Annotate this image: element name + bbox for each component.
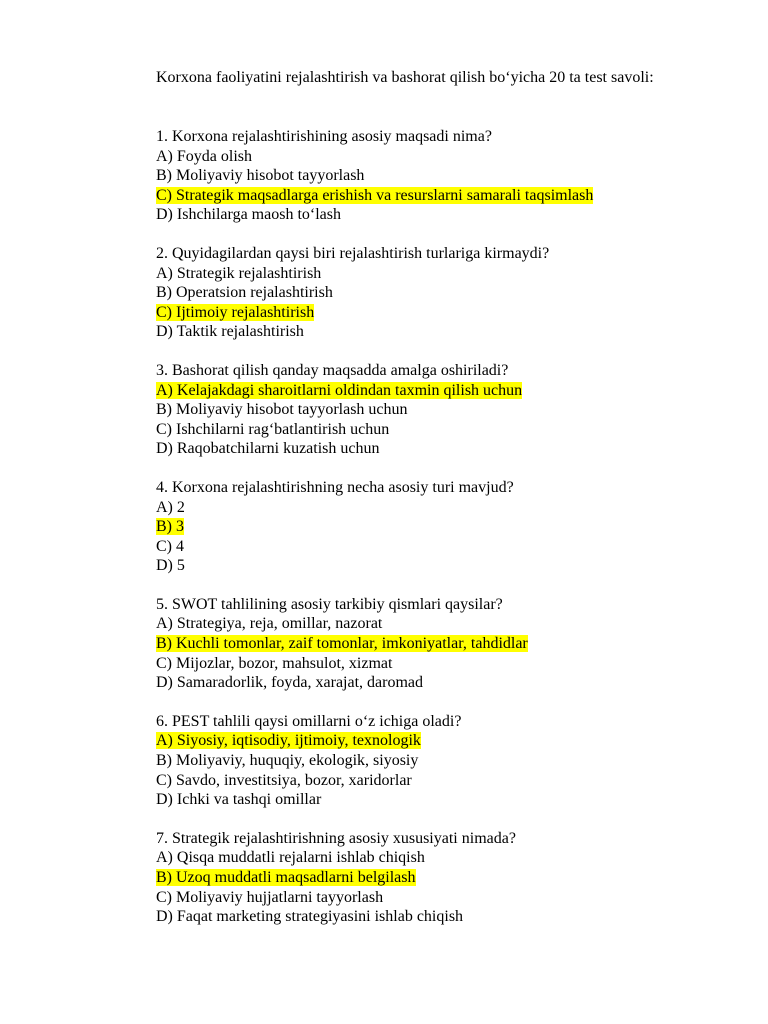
answer-option-text: D) Faqat marketing strategiyasini ishlab chiqish bbox=[156, 908, 464, 926]
answer-option-text: D) Taktik rejalashtirish bbox=[156, 323, 304, 341]
answer-option-text: B) Operatsion rejalashtirish bbox=[156, 284, 333, 302]
question-block bbox=[156, 244, 716, 342]
question-text: 6. PEST tahlili qaysi omillarni o‘z ichiga oladi? bbox=[156, 712, 462, 730]
question-block bbox=[156, 478, 716, 576]
answer-option-text: B) Moliyaviy, huquqiy, ekologik, siyosiy bbox=[156, 752, 419, 770]
answer-option-text: C) Mijozlar, bozor, mahsulot, xizmat bbox=[156, 654, 393, 672]
answer-option-text: C) Moliyaviy hujjatlarni tayyorlash bbox=[156, 888, 384, 906]
answer-option bbox=[156, 771, 716, 791]
answer-option bbox=[156, 264, 716, 284]
question-block bbox=[156, 127, 716, 225]
answer-option-text: B) Moliyaviy hisobot tayyorlash uchun bbox=[156, 401, 408, 419]
answer-option-text: B) Moliyaviy hisobot tayyorlash bbox=[156, 167, 365, 185]
question-block bbox=[156, 712, 716, 810]
answer-option-text: D) Raqobatchilarni kuzatish uchun bbox=[156, 440, 380, 458]
answer-option bbox=[156, 868, 716, 888]
answer-option bbox=[156, 283, 716, 303]
answer-option bbox=[156, 400, 716, 420]
answer-option bbox=[156, 498, 716, 518]
answer-option-text: A) Strategik rejalashtirish bbox=[156, 264, 322, 282]
answer-option bbox=[156, 439, 716, 459]
answer-option bbox=[156, 790, 716, 810]
answer-option bbox=[156, 673, 716, 693]
answer-option-text: C) 4 bbox=[156, 537, 184, 555]
answer-option-highlighted: A) Siyosiy, iqtisodiy, ijtimoiy, texnologik bbox=[156, 732, 421, 750]
answer-option bbox=[156, 517, 716, 537]
question-text: 3. Bashorat qilish qanday maqsadda amalga oshiriladi? bbox=[156, 361, 509, 379]
answer-option bbox=[156, 322, 716, 342]
answer-option bbox=[156, 147, 716, 167]
answer-option-highlighted: B) Uzoq muddatli maqsadlarni belgilash bbox=[156, 869, 416, 886]
answer-option-highlighted: B) Kuchli tomonlar, zaif tomonlar, imkoniyatlar, tahdidlar bbox=[156, 635, 528, 653]
answer-option bbox=[156, 205, 716, 225]
answer-option bbox=[156, 751, 716, 771]
answer-option-text: C) Savdo, investitsiya, bozor, xaridorlar bbox=[156, 771, 412, 789]
answer-option-highlighted: A) Kelajakdagi sharoitlarni oldindan taxmin qilish uchun bbox=[156, 381, 523, 399]
question-text: 1. Korxona rejalashtirishining asosiy maqsadi nima? bbox=[156, 128, 492, 145]
answer-option bbox=[156, 907, 716, 927]
answer-option-text: A) 2 bbox=[156, 498, 185, 516]
answer-option bbox=[156, 654, 716, 674]
answer-option-highlighted: C) Ijtimoiy rejalashtirish bbox=[156, 303, 315, 321]
answer-option bbox=[156, 381, 716, 401]
question-block bbox=[156, 595, 716, 693]
answer-option-highlighted: B) 3 bbox=[156, 518, 184, 536]
answer-option-text: D) Ichki va tashqi omillar bbox=[156, 791, 322, 809]
answer-option-text: D) Ishchilarga maosh to‘lash bbox=[156, 206, 341, 224]
answer-option-text: A) Strategiya, reja, omillar, nazorat bbox=[156, 615, 383, 633]
answer-option-text: D) 5 bbox=[156, 557, 185, 575]
answer-option bbox=[156, 731, 716, 751]
question-text: 5. SWOT tahlilining asosiy tarkibiy qismlari qaysilar? bbox=[156, 595, 503, 613]
question-text: 2. Quyidagilardan qaysi biri rejalashtirish turlariga kirmaydi? bbox=[156, 244, 550, 262]
answer-option bbox=[156, 614, 716, 634]
answer-option bbox=[156, 848, 716, 868]
answer-option-text: D) Samaradorlik, foyda, xarajat, daromad bbox=[156, 674, 424, 692]
answer-option-text: C) Ishchilarni rag‘batlantirish uchun bbox=[156, 420, 390, 438]
answer-option bbox=[156, 634, 716, 654]
question-text: 7. Strategik rejalashtirishning asosiy xususiyati nimada? bbox=[156, 829, 516, 847]
question-block bbox=[156, 361, 716, 459]
question-list bbox=[156, 127, 716, 946]
answer-option bbox=[156, 166, 716, 186]
answer-option bbox=[156, 303, 716, 323]
answer-option-text: A) Foyda olish bbox=[156, 147, 252, 165]
intro-paragraph: Korxona faoliyatini rejalashtirish va bashorat qilish bo‘yicha 20 ta test savoli: bbox=[156, 69, 654, 86]
answer-option bbox=[156, 537, 716, 557]
answer-option bbox=[156, 888, 716, 908]
answer-option bbox=[156, 556, 716, 576]
answer-option bbox=[156, 186, 716, 206]
question-text: 4. Korxona rejalashtirishning necha asosiy turi mavjud? bbox=[156, 478, 514, 496]
question-block bbox=[156, 829, 716, 927]
answer-option-text: A) Qisqa muddatli rejalarni ishlab chiqish bbox=[156, 849, 425, 867]
answer-option bbox=[156, 420, 716, 440]
answer-option-highlighted: C) Strategik maqsadlarga erishish va resurslarni samarali taqsimlash bbox=[156, 186, 594, 204]
